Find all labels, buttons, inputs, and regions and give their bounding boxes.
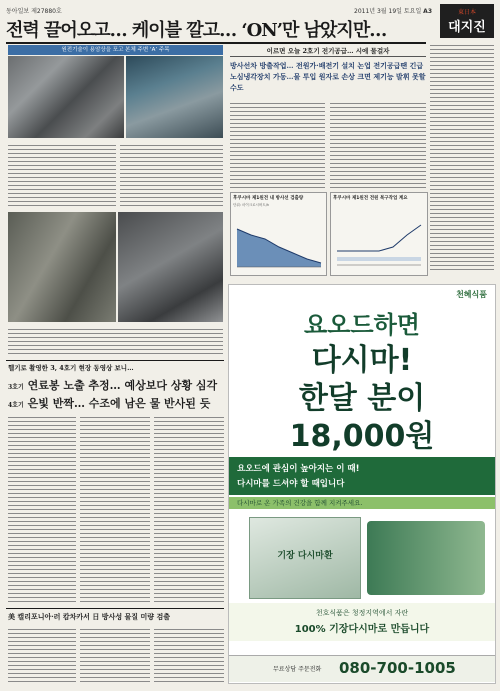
photo-caption-3 bbox=[8, 326, 223, 356]
headline-rule bbox=[6, 42, 426, 44]
ad-order-label: 무료상담 주문전화 bbox=[273, 666, 322, 673]
mid-sub-1: 3호기 연료봉 노출 추정… 예상보다 상황 심각 bbox=[8, 379, 218, 392]
chart1-title: 후쿠시마 제1원전 내 방사선 검출량 bbox=[233, 196, 304, 201]
radiation-chart bbox=[230, 192, 327, 276]
mid-headline: 헬기로 촬영한 3, 4호기 현장 동영상 보니… bbox=[8, 364, 134, 372]
masthead-date: 2011년 3월 19일 토요일 A3 bbox=[354, 8, 432, 15]
photo-caption-2 bbox=[120, 142, 223, 208]
badge-big: 대지진 bbox=[448, 20, 486, 35]
ad-offer-main: 100% 기장다시마로 만듭니다 bbox=[294, 624, 430, 635]
ad-phone: 080-700-1005 bbox=[339, 659, 456, 677]
bottom-rule bbox=[6, 608, 224, 609]
ad-order bbox=[229, 655, 495, 682]
ad-seaweed-image bbox=[367, 521, 485, 595]
mid-sub-2: 4호기 은빛 반짝… 수조에 남은 물 반사된 듯 bbox=[8, 397, 211, 410]
reactor-photo-1 bbox=[8, 56, 124, 138]
ad-band-2: 다시마를 드셔야 할 때입니다 bbox=[237, 479, 345, 489]
ad-offer bbox=[229, 603, 495, 641]
ad-line-4: 18,000원 bbox=[289, 419, 435, 454]
bottom-col-1 bbox=[8, 626, 76, 684]
masthead-paper: 동아일보 제27880호 bbox=[6, 8, 62, 15]
restoration-chart bbox=[330, 192, 428, 276]
article-col-1 bbox=[230, 100, 325, 188]
article-col-3 bbox=[430, 42, 494, 272]
ad-band-1: 요오드에 관심이 높아지는 이 때! bbox=[237, 464, 360, 474]
advertisement bbox=[228, 284, 496, 684]
ad-brand: 천혜식품 bbox=[456, 290, 487, 299]
ad-band bbox=[229, 457, 495, 495]
chart1-unit: 단위: 마이크로시버트/h bbox=[233, 203, 270, 207]
bottom-headline: 美 캘리포니아·러 캄차카서 日 방사성 물질 미량 검출 bbox=[8, 612, 170, 621]
ad-product-box bbox=[249, 517, 361, 599]
lead-headline: 방사선차 방출작업… 전원가·배전기 설치 논업 전기공급땐 긴급노심냉각장치 가동…물 투입 원자로 손상 크면 제기능 발휘 못할수도 bbox=[230, 61, 426, 92]
ad-line-2: 다시마! bbox=[311, 343, 413, 378]
mid-subheads bbox=[8, 378, 224, 414]
section-tag: 이르면 오늘 2호기 전기공급… 시에 물걸자 bbox=[230, 46, 426, 57]
mid-col-3 bbox=[154, 414, 224, 604]
chart1-plot bbox=[231, 209, 326, 273]
masthead bbox=[6, 4, 494, 16]
ad-offer-top: 천호식품은 청정지역에서 자란 bbox=[315, 609, 409, 617]
chart2-plot bbox=[331, 207, 427, 271]
bottom-col-2 bbox=[80, 626, 150, 684]
page-headline: 전력 끌어오고… 케이블 깔고… ‘ON’만 남았지만… bbox=[6, 20, 387, 41]
ad-product-name: 기장 다시마환 bbox=[277, 551, 333, 561]
photo-bar: 원전기술이 용암상을 포고 본체 주변 ‘A’ 주목 bbox=[8, 45, 223, 55]
ad-line-3: 한달 분이 bbox=[298, 381, 426, 416]
badge-small: 東日本 bbox=[457, 9, 476, 16]
reactor-photo-3 bbox=[8, 212, 116, 322]
mid-rule bbox=[6, 360, 224, 361]
ad-line-1: 요오드하면 bbox=[304, 311, 420, 339]
mid-col-2 bbox=[80, 414, 150, 604]
article-col-2 bbox=[330, 100, 426, 188]
bottom-col-3 bbox=[154, 626, 224, 684]
ad-band-3: 다시마로 온 가족의 건강을 함께 지켜주세요. bbox=[229, 497, 495, 509]
photo-caption-1 bbox=[8, 142, 116, 208]
chart2-title: 후쿠시마 제1원전 전원 복구작업 계요 bbox=[333, 196, 408, 201]
reactor-photo-4 bbox=[118, 212, 223, 322]
mid-col-1 bbox=[8, 414, 76, 604]
section-badge bbox=[440, 4, 494, 38]
reactor-photo-2 bbox=[126, 56, 223, 138]
